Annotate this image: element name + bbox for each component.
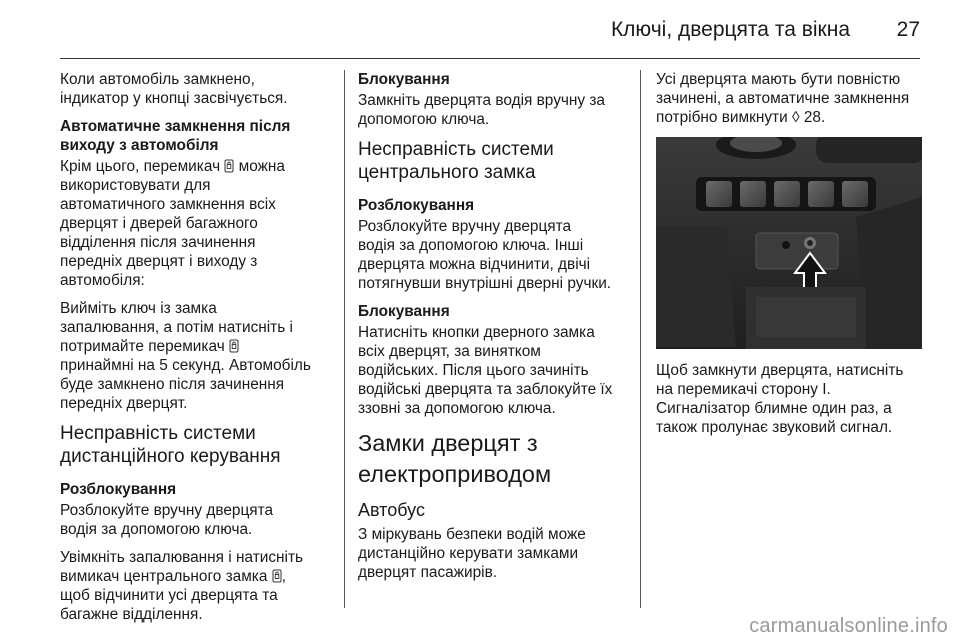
column-middle — [358, 70, 628, 591]
subheading-lock: Блокування — [358, 71, 450, 88]
header-title: Ключі, дверцята та вікна — [610, 18, 850, 41]
column-right — [656, 70, 922, 446]
lock-switch-icon — [229, 339, 239, 353]
column-divider — [344, 70, 345, 608]
subheading-auto-lock: Автоматичне замкнення після виходу з автомобіля — [60, 118, 291, 154]
paragraph: Увімкніть запалювання і натисніть вимикач центрального замка , щоб відчинити усі дверцята та багажне відділення. — [60, 549, 304, 623]
heading-bus: Автобус — [358, 500, 425, 520]
paragraph: Замкніть дверцята водія вручну за допомогою ключа. — [358, 92, 605, 128]
header-divider — [60, 58, 920, 59]
column-left — [60, 70, 332, 633]
page-header — [60, 0, 920, 58]
paragraph: З міркувань безпеки водій може дистанційно керувати замками дверцят пасажирів. — [358, 526, 586, 581]
paragraph: Крім цього, перемикач можна використовувати для автоматичного замкнення всіх дверцят і дверей багажного відділення після зачинення передніх дверцят і виходу з автомобіля: — [60, 158, 285, 289]
lock-switch-icon — [224, 159, 234, 173]
paragraph: Розблокуйте вручну дверцята водія за допомогою ключа. Інші дверцята можна відчинити, двічі потягнувши внутрішні дверні ручки. — [358, 218, 612, 292]
paragraph: Натисніть кнопки дверного замка всіх дверцят, за винятком водійських. Після цього зачиніть водійські дверцята та заблокуйте їх ззовні за допомогою ключа. — [358, 324, 613, 417]
paragraph: Розблокуйте вручну дверцята водія за допомогою ключа. — [60, 502, 274, 538]
subheading-unlock: Розблокування — [358, 197, 475, 214]
heading-remote-fault: Несправність системи дистанційного керування — [60, 423, 281, 467]
paragraph: Усі дверцята мають бути повністю зачинені, а автоматичне замкнення потрібно вимкнути ◊ 28. — [656, 71, 910, 126]
page-number: 27 — [896, 18, 920, 41]
column-divider — [640, 70, 641, 608]
heading-power-locks: Замки дверцят з електроприводом — [358, 430, 552, 487]
heading-central-lock-fault: Несправність системи центрального замка — [358, 139, 554, 183]
subheading-lock: Блокування — [358, 303, 450, 320]
paragraph: Коли автомобіль замкнено, індикатор у кнопці засвічується. — [60, 71, 288, 107]
dashboard-switch-photo — [656, 137, 922, 349]
page-reference-icon: ◊ — [791, 109, 800, 126]
watermark: carmanualsonline.info — [749, 615, 948, 637]
paragraph: Вийміть ключ із замка запалювання, а потім натисніть і потримайте перемикач принаймні на 5 секунд. Автомобіль буде замкнено після зачинення передніх дверцят. — [60, 300, 311, 412]
subheading-unlock: Розблокування — [60, 481, 177, 498]
lock-switch-icon — [272, 569, 282, 583]
paragraph: Щоб замкнути дверцята, натисніть на перемикачі сторону I. Сигналізатор блимне один раз, а також пролунає звуковий сигнал. — [656, 362, 904, 436]
